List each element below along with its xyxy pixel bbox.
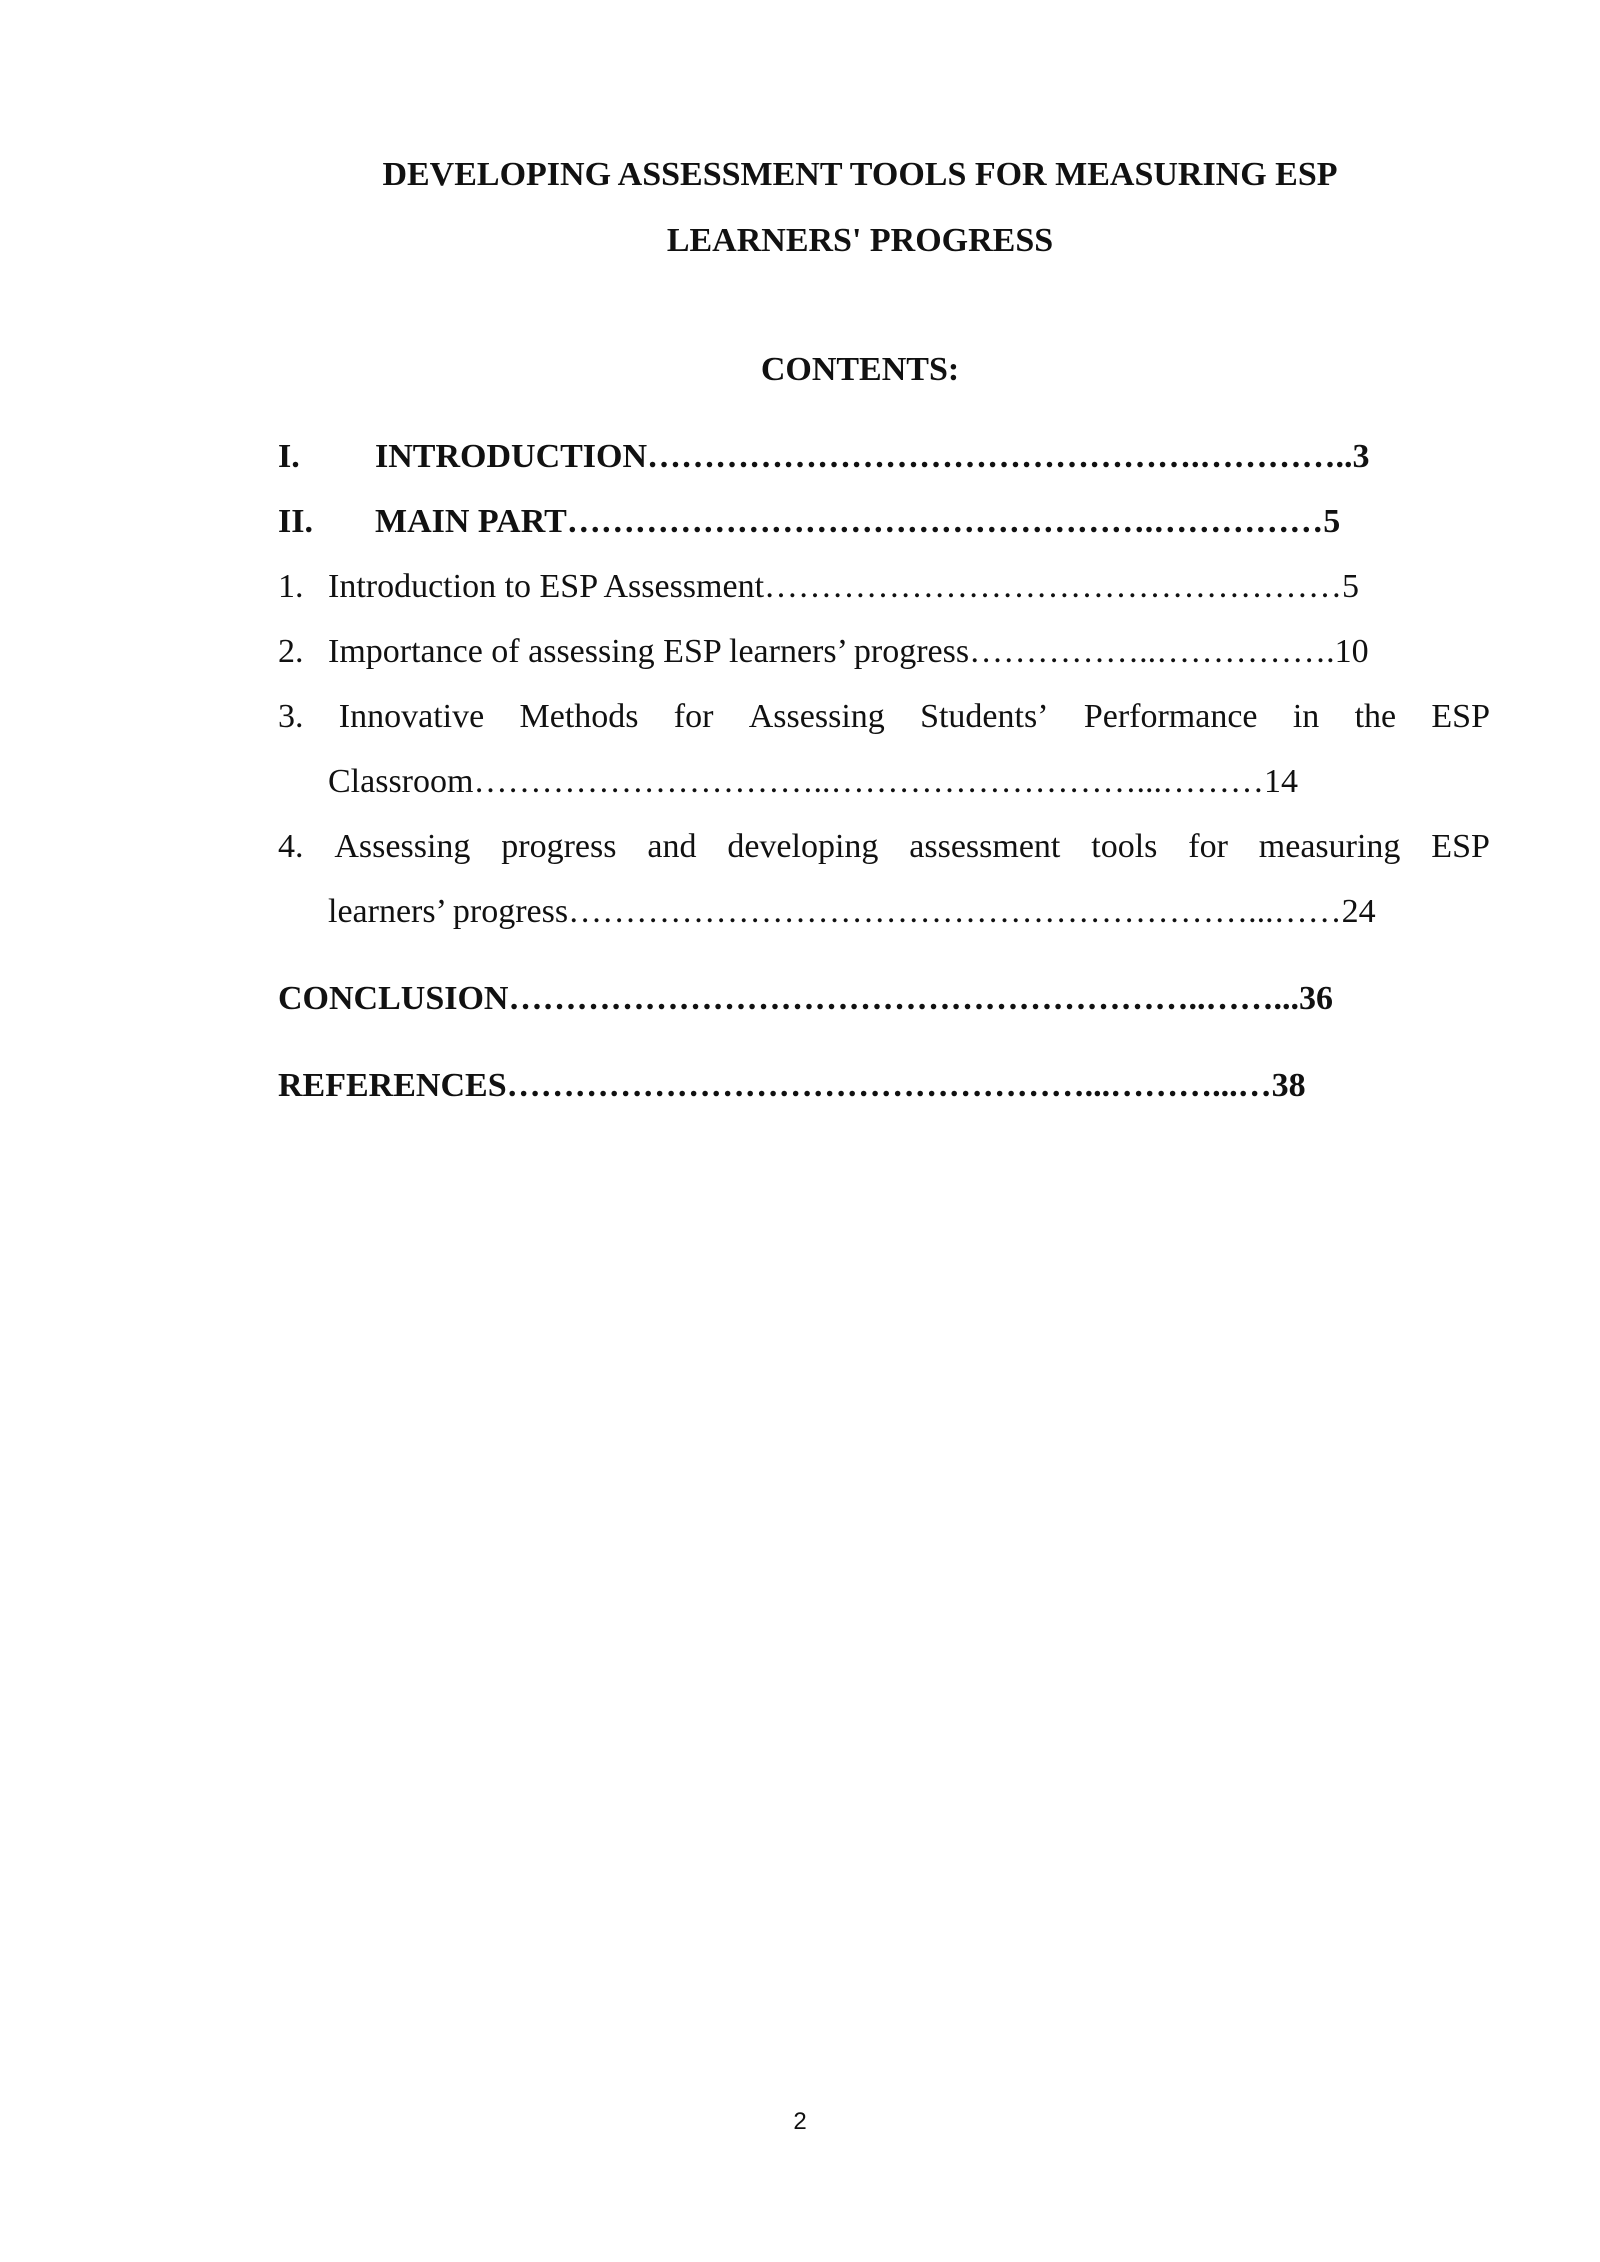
toc-word: Students’: [920, 698, 1049, 735]
toc-leader: ………………………………………….…………..: [647, 438, 1353, 475]
toc-label: CONCLUSION: [278, 980, 509, 1017]
toc-label: REFERENCES: [278, 1067, 507, 1104]
toc-leader: ……………………………………………………...……: [568, 893, 1342, 930]
toc-entry-references[interactable]: [278, 1066, 1306, 1106]
toc-word: in: [1292, 698, 1320, 735]
toc-page: 10: [1334, 633, 1369, 670]
toc-label: Introduction to ESP Assessment: [328, 568, 765, 605]
toc-leader: …………………………………………….……………: [566, 503, 1324, 540]
toc-word: Performance: [1083, 698, 1258, 735]
toc-label: MAIN PART: [375, 503, 567, 540]
document-title-line-1: DEVELOPING ASSESSMENT TOOLS FOR MEASURING ESP: [382, 156, 1338, 193]
toc-word: the: [1354, 698, 1397, 735]
toc-number: 4.: [278, 828, 304, 865]
toc-entry-3[interactable]: [278, 697, 1490, 737]
toc-entry-4[interactable]: [278, 827, 1490, 867]
toc-word: Assessing: [334, 828, 471, 865]
toc-word: for: [1188, 828, 1228, 865]
page-number: 2: [793, 2108, 807, 2135]
toc-entry-4-continued[interactable]: [328, 892, 1376, 932]
toc-word: Methods: [519, 698, 639, 735]
toc-word: Innovative: [338, 698, 485, 735]
toc-number: 1.: [278, 568, 304, 605]
toc-label: learners’ progress: [328, 893, 569, 930]
toc-word: developing: [727, 828, 879, 865]
toc-leader: …………………………..………………………...………: [473, 763, 1264, 800]
toc-word: for: [673, 698, 714, 735]
toc-entry-conclusion[interactable]: [278, 979, 1333, 1019]
toc-number: I.: [278, 438, 300, 475]
toc-word: Assessing: [748, 698, 885, 735]
toc-page: 3: [1352, 438, 1370, 475]
toc-entry-3-continued[interactable]: [328, 762, 1298, 802]
toc-word: ESP: [1431, 828, 1490, 865]
toc-entry-2[interactable]: [278, 632, 1369, 672]
toc-label: Importance of assessing ESP learners’ progress: [328, 633, 970, 670]
toc-leader: ……………………………………………: [764, 568, 1343, 605]
toc-number: 3.: [278, 698, 304, 735]
toc-page: 38: [1271, 1067, 1306, 1104]
toc-page: 36: [1298, 980, 1333, 1017]
toc-entry-1[interactable]: [278, 567, 1359, 607]
toc-number: II.: [278, 503, 313, 540]
toc-word: and: [647, 828, 697, 865]
toc-leader: ……………………………………………...………...…: [506, 1067, 1272, 1104]
document-title-line-2: LEARNERS' PROGRESS: [666, 222, 1054, 259]
contents-heading: CONTENTS:: [760, 351, 960, 388]
toc-word: progress: [501, 828, 617, 865]
toc-leader: ……………..…………….: [969, 633, 1335, 670]
toc-page: 24: [1341, 893, 1376, 930]
toc-entry-main-part[interactable]: [278, 502, 1340, 542]
toc-number: 2.: [278, 633, 304, 670]
toc-page: 5: [1342, 568, 1360, 605]
toc-word: assessment: [909, 828, 1061, 865]
toc-word: tools: [1091, 828, 1158, 865]
toc-page: 14: [1263, 763, 1298, 800]
toc-label: Classroom: [328, 763, 474, 800]
toc-entry-introduction[interactable]: [278, 437, 1370, 477]
toc-word: ESP: [1431, 698, 1490, 735]
toc-leader: ……………………………………………………..……...: [508, 980, 1299, 1017]
toc-label: INTRODUCTION: [375, 438, 648, 475]
toc-page: 5: [1323, 503, 1341, 540]
toc-word: measuring: [1258, 828, 1401, 865]
